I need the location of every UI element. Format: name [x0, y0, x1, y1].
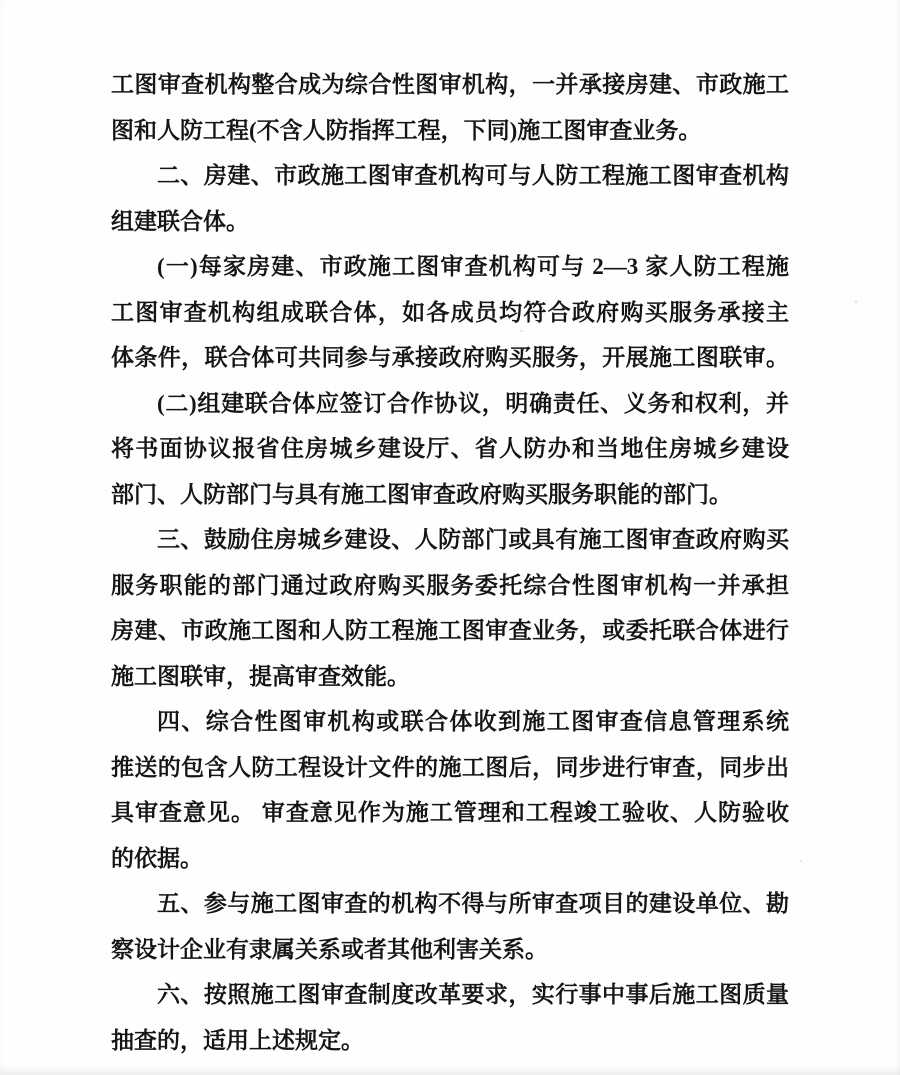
text-line: 具审查意见。 审查意见作为施工管理和工程竣工验收、人防验收 [111, 800, 789, 825]
scan-speckle [800, 860, 802, 862]
text-line: 部门、人防部门与具有施工图审查政府购买服务职能的部门。 [111, 481, 732, 507]
text-line: 体条件，联合体可共同参与承接政府购买服务，开展施工图联审。 [111, 345, 789, 370]
text-line: 五、参与施工图审查的机构不得与所审查项目的建设单位、勘 [157, 891, 789, 916]
text-line: (一)每家房建、市政施工图审查机构可与 2—3 家人防工程施 [157, 254, 789, 279]
text-line: 房建、市政施工图和人防工程施工图审查业务，或委托联合体进行 [111, 618, 789, 643]
text-line: 二、房建、市政施工图审查机构可与人防工程施工图审查机构 [157, 163, 789, 188]
text-line: 四、综合性图审机构或联合体收到施工图审查信息管理系统 [157, 709, 789, 734]
scan-speckle [855, 300, 857, 303]
text-line: 工图审查机构整合成为综合性图审机构，一并承接房建、市政施工 [111, 72, 789, 97]
text-line: 将书面协议报省住房城乡建设厅、省人防办和当地住房城乡建设 [111, 436, 789, 461]
text-line: 六、按照施工图审查制度改革要求，实行事中事后施工图质量 [157, 982, 789, 1007]
text-line: 三、鼓励住房城乡建设、人防部门或具有施工图审查政府购买 [157, 527, 789, 552]
text-line: 工图审查机构组成联合体，如各成员均符合政府购买服务承接主 [111, 299, 789, 325]
text-line: 的依据。 [111, 845, 203, 871]
text-line: 服务职能的部门通过政府购买服务委托综合性图审机构一并承担 [111, 572, 789, 598]
text-line: (二)组建联合体应签订合作协议，明确责任、义务和权利，并 [157, 390, 789, 416]
text-line: 察设计企业有隶属关系或者其他利害关系。 [111, 936, 548, 962]
text-line: 组建联合体。 [111, 208, 249, 234]
text-line: 推送的包含人防工程设计文件的施工图后，同步进行审查，同步出 [111, 754, 789, 780]
text-line: 抽查的，适用上述规定。 [111, 1027, 364, 1053]
document-body [111, 62, 789, 1063]
text-line: 施工图联审，提高审查效能。 [111, 663, 410, 689]
text-line: 图和人防工程(不含人防指挥工程，下同)施工图审查业务。 [111, 117, 702, 143]
